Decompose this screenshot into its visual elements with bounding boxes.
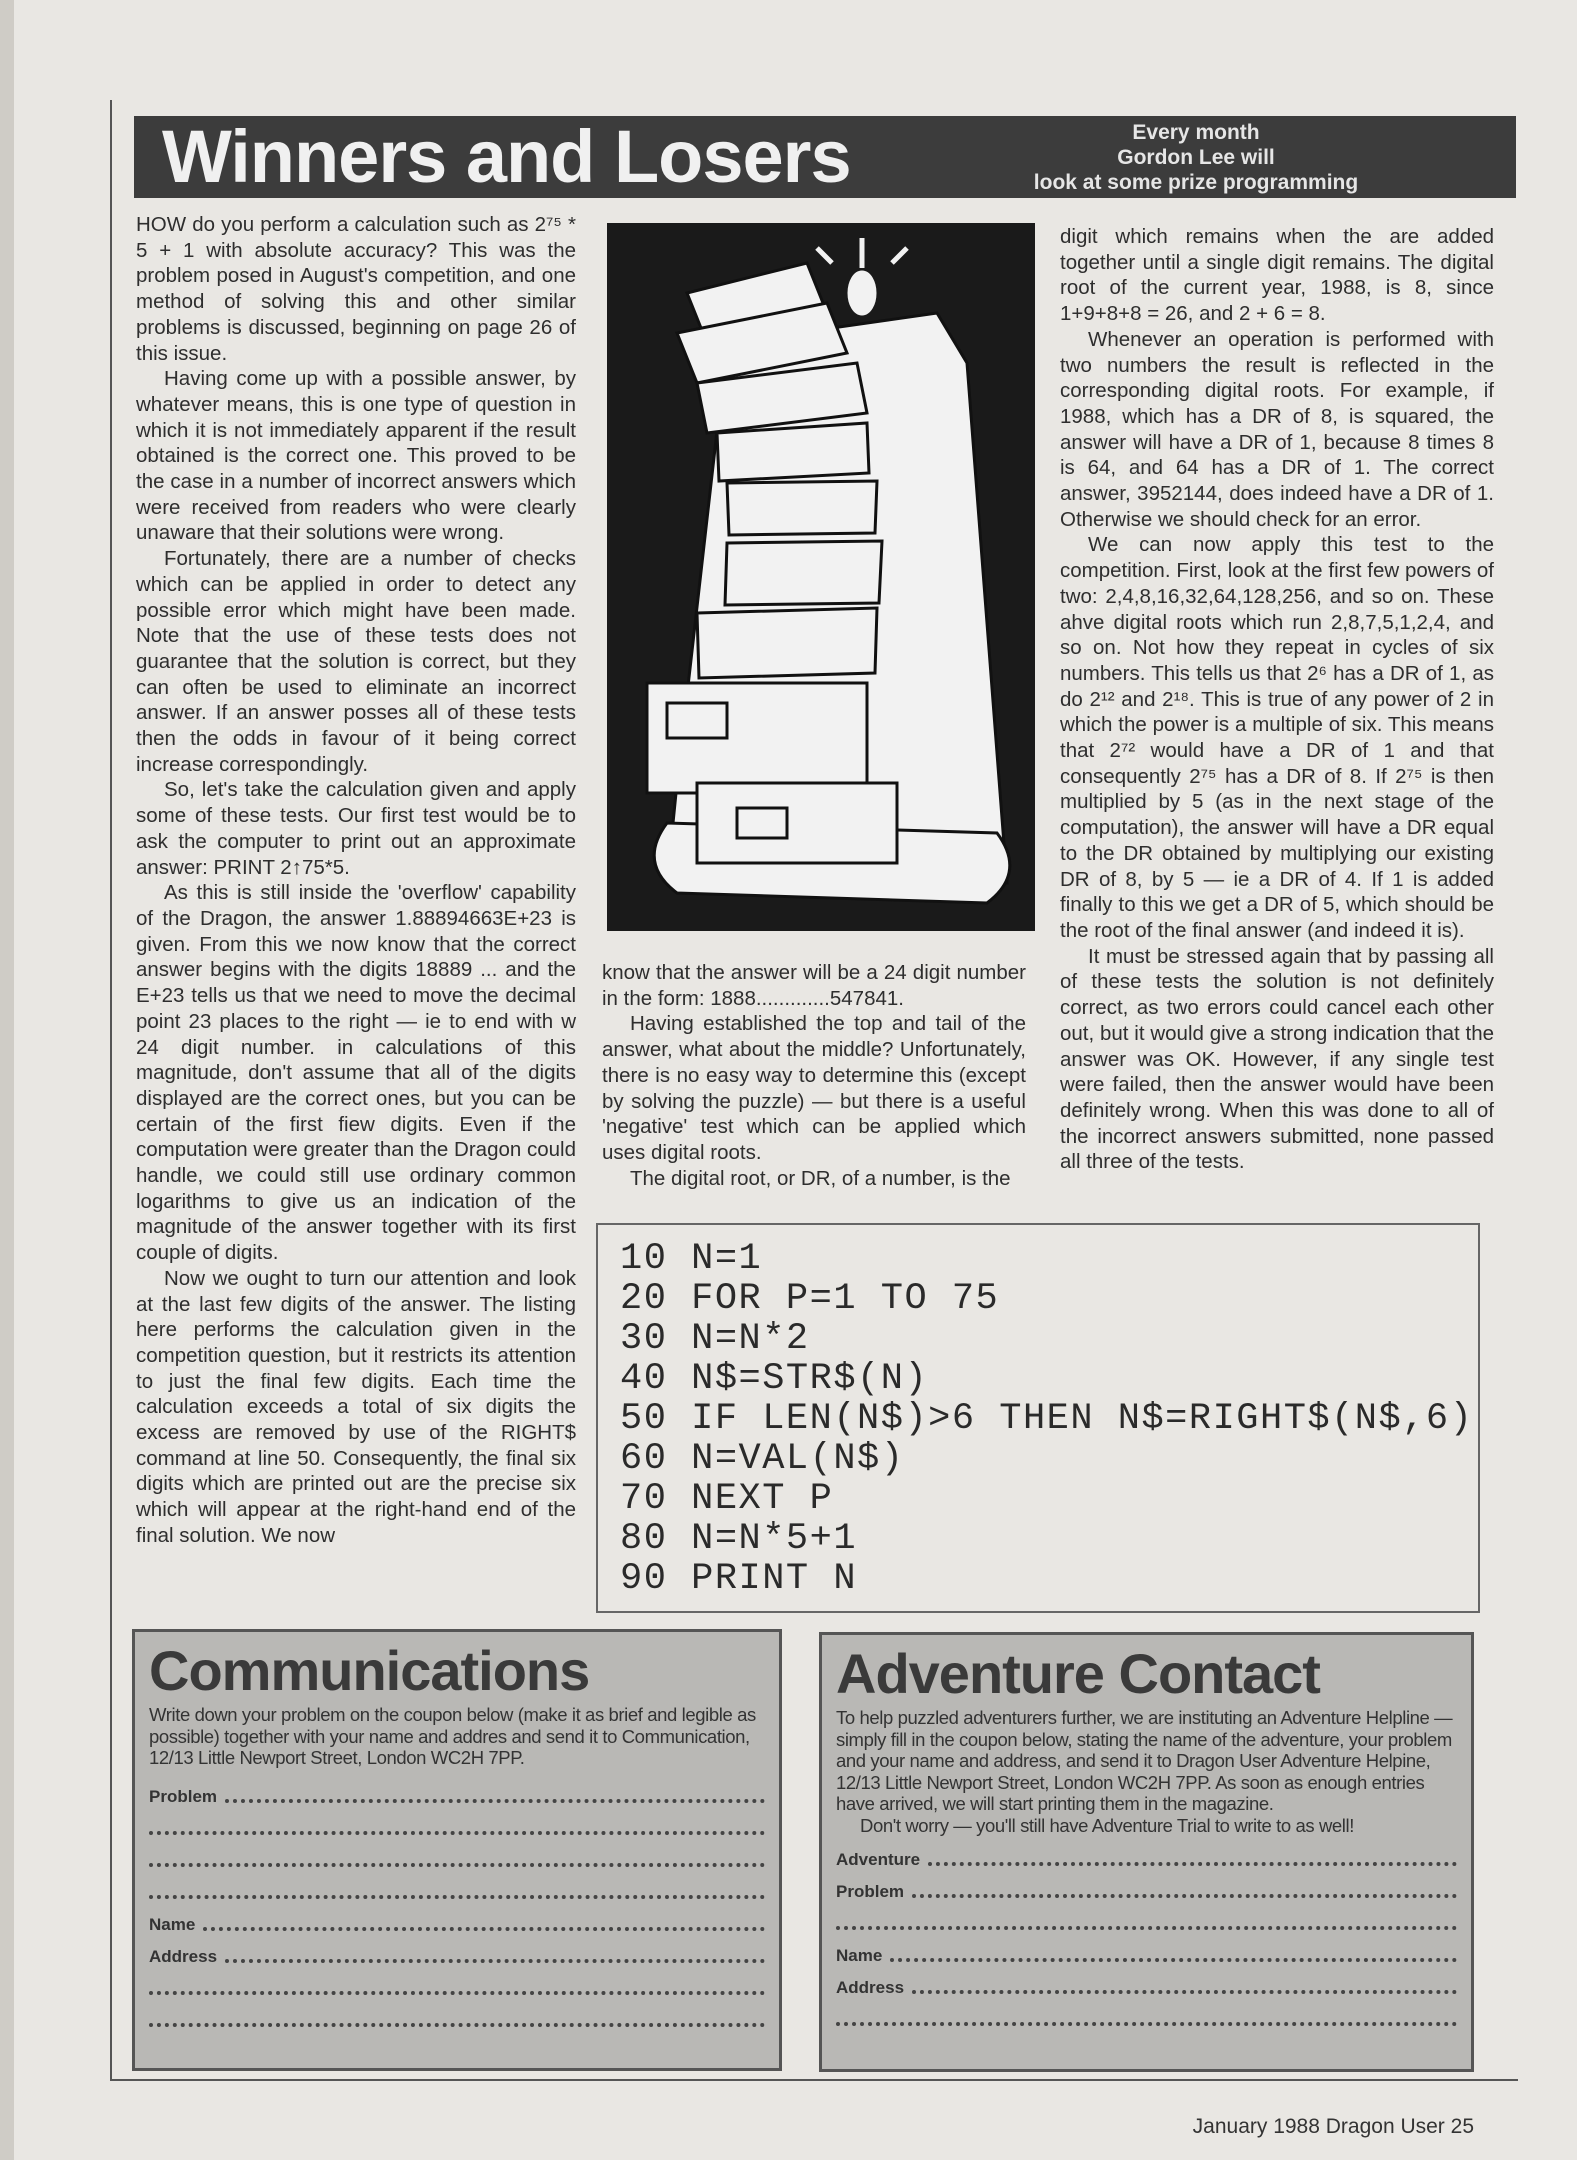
- paragraph: To help puzzled adventurers further, we are instituting an Adventure Helpline — simply fill in the coupon below, stating the name of the adventure, your problem and your name and address, and send it to Dragon User Adventure Helpine, 12/13 Little Newport Street, London WC2H 7PP. As soon as enough entries have arrived, we will start printing them in the magazine.: [836, 1707, 1453, 1814]
- code-line: 30 N=N*2: [620, 1318, 810, 1360]
- paragraph: digit which remains when the are added together until a single digit remains. The digital root of the current year, 1988, is 8, since 1+9+8+8 = 26, and 2 + 6 = 8.: [1060, 225, 1494, 326]
- paragraph: Having come up with a possible answer, by whatever means, this is one type of question in which it is not immediately apparent if the result obtained is the correct one. This proved to be the case in a number of incorrect answers which were received from readers who were clearly unaware that their solutions were wrong.: [136, 367, 576, 545]
- coupon-field-line[interactable]: [836, 1998, 1457, 2030]
- coupon-field-address[interactable]: Address: [836, 1966, 1457, 1998]
- paragraph: Now we ought to turn our attention and look at the last few digits of the answer. The listing here performs the calculation given in the competition question, but it restricts its attention to just the final few digits. Each time the calculation exceeds a total of six digits the excess are removed by use of the RIGHT$ command at line 50. Consequently, the final six digits which are printed out are the precise six which will appear at the right-hand end of the final solution. We now: [136, 1266, 576, 1547]
- paragraph: It must be stressed again that by passing all of these tests the solution is not definitely correct, as two errors could cancel each other out, but it would give a strong indication that the answer was OK. However, if any single test were failed, then the answer would have been definitely wrong. When this was done to all of the incorrect answers submitted, none passed all three of the tests.: [1060, 944, 1494, 1174]
- coupon-field-address[interactable]: Address: [149, 1935, 765, 1967]
- paragraph: The digital root, or DR, of a number, is the: [630, 1166, 1011, 1190]
- coupon-field-line[interactable]: [149, 1967, 765, 1999]
- paragraph: Having established the top and tail of the answer, what about the middle? Unfortunately, there is no easy way to determine this (except by solving the puzzle) — but there is a useful 'negative' test which can be applied which uses digital roots.: [602, 1012, 1026, 1164]
- paragraph: So, let's take the calculation given and apply some of these tests. Our first test would be to ask the computer to print out an approximate answer: PRINT 2↑75*5.: [136, 778, 576, 879]
- code-line: 80 N=N*5+1: [620, 1518, 858, 1560]
- paragraph: Write down your problem on the coupon below (make it as brief and legible as possible) together with your name and addres and send it to Communication, 12/13 Little Newport Street, London WC2H 7PP.: [149, 1704, 756, 1768]
- adventure-title: Adventure Contact: [836, 1642, 1320, 1705]
- coupon-field-problem[interactable]: Problem: [149, 1775, 765, 1807]
- coupon-field-name[interactable]: Name: [149, 1903, 765, 1935]
- basic-listing: [596, 1223, 1480, 1613]
- paragraph: We can now apply this test to the competition. First, look at the first few powers of two: 2,4,8,16,32,64,128,256, and so on. These ahve digital roots which run 2,8,7,5,1,2,4, and so on. Not how they repeat in cycles of six numbers. This tells us that 2⁶ has a DR of 1, as do 2¹² and 2¹⁸. This is true of any power of 2 in which the power is a multiple of six. This means that 2⁷² would have a DR of 1 and that consequently 2⁷⁵ has a DR of 8. If 2⁷⁵ is then multiplied by 5 (as in the next stage of the computation), the answer will have a DR equal to the DR obtained by multiplying our existing DR of 8, by 5 — ie a DR of 4. If 1 is added finally to this we get a DR of 5, which should be the root of the final answer (and indeed it is).: [1060, 533, 1494, 942]
- code-line: 20 FOR P=1 TO 75: [620, 1278, 1000, 1320]
- page-edge: [0, 0, 14, 2160]
- paragraph: HOW do you perform a calculation such as 2⁷⁵ * 5 + 1 with absolute accuracy? This was the problem posed in August's competition, and one method of solving this and other similar problems is discussed, beginning on page 26 of this issue.: [136, 213, 576, 365]
- code-line: 90 PRINT N: [620, 1558, 858, 1600]
- code-line: 10 N=1: [620, 1238, 763, 1280]
- page-footer: January 1988 Dragon User 25: [1192, 2115, 1474, 2138]
- coupon-field-line[interactable]: [149, 1807, 765, 1839]
- coupon-field-adventure[interactable]: Adventure: [836, 1838, 1457, 1870]
- coupon-field-line[interactable]: [149, 1839, 765, 1871]
- code-line: 70 NEXT P: [620, 1478, 834, 1520]
- paragraph: Fortunately, there are a number of checks which can be applied in order to detect any possible error which might have been made. Note that the use of these tests does not guarantee that the solution is correct, but they can often be used to eliminate an incorrect answer. If an answer posses all of these tests then the odds in favour of it being correct increase correspondingly.: [136, 547, 576, 776]
- communications-text: [149, 1704, 765, 1769]
- strap-line: Every month: [1132, 121, 1260, 144]
- coupon-field-name[interactable]: Name: [836, 1934, 1457, 1966]
- column-middle: [602, 960, 1026, 1191]
- paragraph: As this is still inside the 'overflow' capability of the Dragon, the answer 1.88894663E+23 is given. From this we now know that the correct answer begins with the digits 18889 ... and the E+23 tells us that we need to move the decimal point 23 places to the right — ie to end with w 24 digit number. in calculations of this magnitude, don't assume that all of the digits displayed are the correct ones, but you can be certain of the first fiew digits. Even if the computation were greater than the Dragon could handle, we could still use ordinary common logarithms to give us an indication of the magnitude of the answer together with its first couple of digits.: [136, 881, 576, 1265]
- paragraph: Whenever an operation is performed with two numbers the result is reflected in the corresponding digital roots. For example, if 1988, which has a DR of 8, is squared, the answer will have a DR of 1, because 8 times 8 is 64, and 64 has a DR of 1. The correct answer, 3952144, does indeed have a DR of 1. Otherwise we should check for an error.: [1060, 327, 1494, 531]
- filing-cabinet-illustration: [607, 223, 1035, 931]
- paragraph: Don't worry — you'll still have Adventure Trial to write to as well!: [860, 1814, 1354, 1836]
- coupon-field-line[interactable]: [836, 1902, 1457, 1934]
- coupon-field-line[interactable]: [149, 1999, 765, 2031]
- communications-coupon: [132, 1629, 782, 2071]
- coupon-field-line[interactable]: [149, 1871, 765, 1903]
- article-title: Winners and Losers: [162, 115, 851, 198]
- coupon-field-problem[interactable]: Problem: [836, 1870, 1457, 1902]
- code-line: 40 N$=STR$(N): [620, 1358, 929, 1400]
- filing-cabinet-icon: [607, 223, 1035, 931]
- adventure-text: [836, 1707, 1457, 1836]
- article-header: [134, 116, 1516, 198]
- adventure-contact-coupon: [819, 1632, 1474, 2072]
- code-line: 60 N=VAL(N$): [620, 1438, 905, 1480]
- column-right: [1060, 224, 1494, 1175]
- communications-title: Communications: [149, 1639, 590, 1702]
- strap-line: Gordon Lee will: [1117, 146, 1275, 169]
- code-line: 50 IF LEN(N$)>6 THEN N$=RIGHT$(N$,6): [620, 1398, 1474, 1440]
- paragraph: know that the answer will be a 24 digit number in the form: 1888.............547841.: [602, 961, 1026, 1010]
- column-left: [136, 212, 576, 1549]
- article-strapline: [996, 120, 1396, 195]
- strap-line: look at some prize programming: [1033, 171, 1359, 194]
